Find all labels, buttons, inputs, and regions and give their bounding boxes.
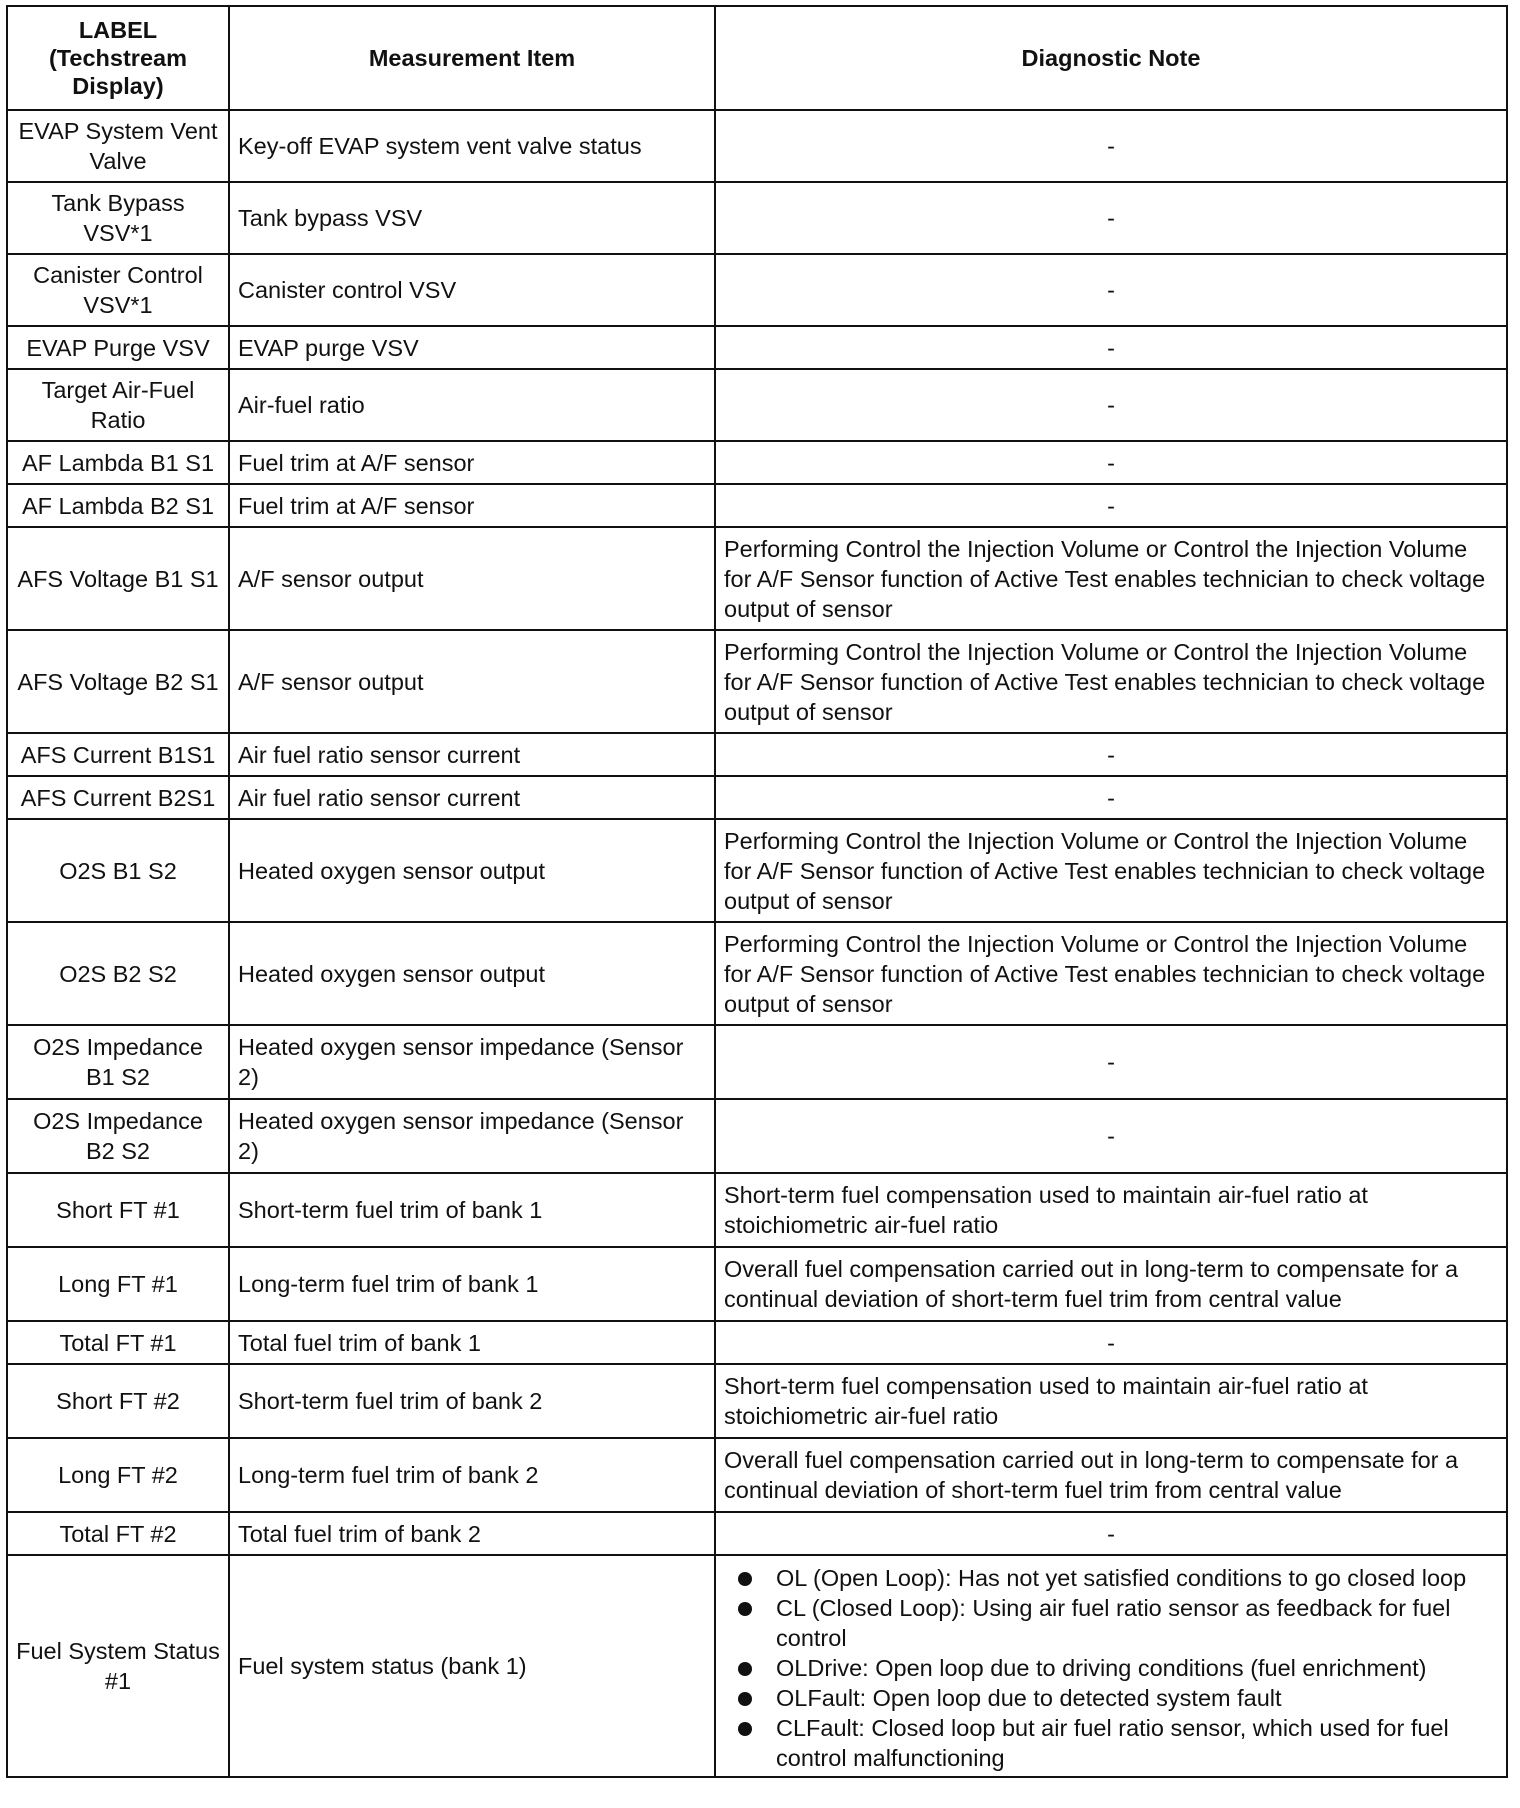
row-label: Long FT #2 <box>7 1438 229 1512</box>
table-row <box>7 441 1507 484</box>
bullet-icon <box>738 1602 752 1616</box>
row-label: Long FT #1 <box>7 1247 229 1321</box>
row-measurement: Fuel trim at A/F sensor <box>229 441 715 484</box>
row-measurement: Total fuel trim of bank 2 <box>229 1512 715 1555</box>
table-row <box>7 922 1507 1025</box>
row-measurement: Total fuel trim of bank 1 <box>229 1321 715 1364</box>
row-label: Tank Bypass VSV*1 <box>7 182 229 254</box>
table-row <box>7 182 1507 254</box>
row-measurement: Heated oxygen sensor output <box>229 819 715 922</box>
row-note: - <box>715 182 1507 254</box>
table-row <box>7 1099 1507 1173</box>
row-measurement: Canister control VSV <box>229 254 715 326</box>
table-row <box>7 630 1507 733</box>
row-label: EVAP System Vent Valve <box>7 110 229 182</box>
row-label: Fuel System Status #1 <box>7 1555 229 1777</box>
table-row <box>7 1321 1507 1364</box>
row-label: O2S Impedance B1 S2 <box>7 1025 229 1099</box>
row-note: - <box>715 441 1507 484</box>
bullet-icon <box>738 1722 752 1736</box>
table-row <box>7 369 1507 441</box>
row-label: Total FT #2 <box>7 1512 229 1555</box>
row-label: Total FT #1 <box>7 1321 229 1364</box>
bullet-text: OLDrive: Open loop due to driving conditions (fuel enrichment) <box>776 1655 1427 1681</box>
row-note: Overall fuel compensation carried out in long-term to compensate for a continual deviation of short-term fuel trim from central value <box>715 1247 1507 1321</box>
bullet-text: CL (Closed Loop): Using air fuel ratio sensor as feedback for fuel control <box>776 1595 1451 1651</box>
header-label: LABEL (Techstream Display) <box>7 6 229 110</box>
row-note: - <box>715 1099 1507 1173</box>
row-label: O2S Impedance B2 S2 <box>7 1099 229 1173</box>
row-label: AFS Voltage B2 S1 <box>7 630 229 733</box>
row-measurement: Long-term fuel trim of bank 2 <box>229 1438 715 1512</box>
table-row <box>7 1364 1507 1438</box>
row-note: Performing Control the Injection Volume or Control the Injection Volume for A/F Sensor function of Active Test enables technician to check voltage output of sensor <box>715 922 1507 1025</box>
row-label: AF Lambda B2 S1 <box>7 484 229 527</box>
row-note: Short-term fuel compensation used to maintain air-fuel ratio at stoichiometric air-fuel ratio <box>715 1173 1507 1247</box>
bullet-item <box>738 1563 1498 1593</box>
row-note: - <box>715 484 1507 527</box>
row-label: AFS Current B1S1 <box>7 733 229 776</box>
bullet-item <box>738 1653 1498 1683</box>
bullet-text: OL (Open Loop): Has not yet satisfied conditions to go closed loop <box>776 1565 1467 1591</box>
row-measurement: Long-term fuel trim of bank 1 <box>229 1247 715 1321</box>
row-note: - <box>715 776 1507 819</box>
data-list-table-sheet <box>6 5 1508 1778</box>
table-row <box>7 326 1507 369</box>
bullet-icon <box>738 1572 752 1586</box>
header-row <box>7 6 1507 110</box>
table-row <box>7 733 1507 776</box>
row-note: - <box>715 733 1507 776</box>
row-note: - <box>715 110 1507 182</box>
row-measurement: A/F sensor output <box>229 527 715 630</box>
bullet-icon <box>738 1662 752 1676</box>
bullet-text: OLFault: Open loop due to detected system fault <box>776 1685 1282 1711</box>
row-label: O2S B1 S2 <box>7 819 229 922</box>
row-label: O2S B2 S2 <box>7 922 229 1025</box>
row-note: - <box>715 369 1507 441</box>
table-row <box>7 1512 1507 1555</box>
row-label: Target Air-Fuel Ratio <box>7 369 229 441</box>
table-row <box>7 776 1507 819</box>
row-measurement: Air-fuel ratio <box>229 369 715 441</box>
row-label: AF Lambda B1 S1 <box>7 441 229 484</box>
bullet-item <box>738 1593 1498 1653</box>
row-measurement: Heated oxygen sensor impedance (Sensor 2) <box>229 1025 715 1099</box>
table-row <box>7 1247 1507 1321</box>
row-label: Short FT #2 <box>7 1364 229 1438</box>
data-list-table <box>6 5 1508 1778</box>
row-measurement: Short-term fuel trim of bank 2 <box>229 1364 715 1438</box>
row-measurement: EVAP purge VSV <box>229 326 715 369</box>
row-note: Short-term fuel compensation used to maintain air-fuel ratio at stoichiometric air-fuel ratio <box>715 1364 1507 1438</box>
row-note: Performing Control the Injection Volume or Control the Injection Volume for A/F Sensor function of Active Test enables technician to check voltage output of sensor <box>715 819 1507 922</box>
row-note: - <box>715 254 1507 326</box>
table-row <box>7 1173 1507 1247</box>
row-measurement: Air fuel ratio sensor current <box>229 733 715 776</box>
bullet-item <box>738 1683 1498 1713</box>
row-note-bullets <box>715 1555 1507 1777</box>
row-measurement: Short-term fuel trim of bank 1 <box>229 1173 715 1247</box>
header-diagnostic-note: Diagnostic Note <box>715 6 1507 110</box>
row-measurement: Fuel system status (bank 1) <box>229 1555 715 1777</box>
table-row <box>7 1025 1507 1099</box>
table-row <box>7 1555 1507 1777</box>
row-measurement: Key-off EVAP system vent valve status <box>229 110 715 182</box>
status-bullet-list <box>724 1557 1498 1775</box>
row-label: Short FT #1 <box>7 1173 229 1247</box>
bullet-icon <box>738 1692 752 1706</box>
row-note: Performing Control the Injection Volume or Control the Injection Volume for A/F Sensor function of Active Test enables technician to check voltage output of sensor <box>715 527 1507 630</box>
row-measurement: Heated oxygen sensor output <box>229 922 715 1025</box>
row-label: Canister Control VSV*1 <box>7 254 229 326</box>
row-measurement: Air fuel ratio sensor current <box>229 776 715 819</box>
row-label: AFS Voltage B1 S1 <box>7 527 229 630</box>
row-note: - <box>715 1512 1507 1555</box>
row-note: - <box>715 1025 1507 1099</box>
row-note: Performing Control the Injection Volume or Control the Injection Volume for A/F Sensor function of Active Test enables technician to check voltage output of sensor <box>715 630 1507 733</box>
bullet-item <box>738 1713 1498 1773</box>
table-row <box>7 110 1507 182</box>
row-label: EVAP Purge VSV <box>7 326 229 369</box>
row-measurement: A/F sensor output <box>229 630 715 733</box>
row-measurement: Tank bypass VSV <box>229 182 715 254</box>
row-note: - <box>715 1321 1507 1364</box>
table-row <box>7 254 1507 326</box>
row-note: Overall fuel compensation carried out in long-term to compensate for a continual deviation of short-term fuel trim from central value <box>715 1438 1507 1512</box>
table-row <box>7 527 1507 630</box>
row-label: AFS Current B2S1 <box>7 776 229 819</box>
table-row <box>7 819 1507 922</box>
row-note: - <box>715 326 1507 369</box>
header-measurement-item: Measurement Item <box>229 6 715 110</box>
table-row <box>7 484 1507 527</box>
row-measurement: Heated oxygen sensor impedance (Sensor 2) <box>229 1099 715 1173</box>
table-row <box>7 1438 1507 1512</box>
row-measurement: Fuel trim at A/F sensor <box>229 484 715 527</box>
bullet-text: CLFault: Closed loop but air fuel ratio sensor, which used for fuel control malfunctioning <box>776 1715 1449 1771</box>
